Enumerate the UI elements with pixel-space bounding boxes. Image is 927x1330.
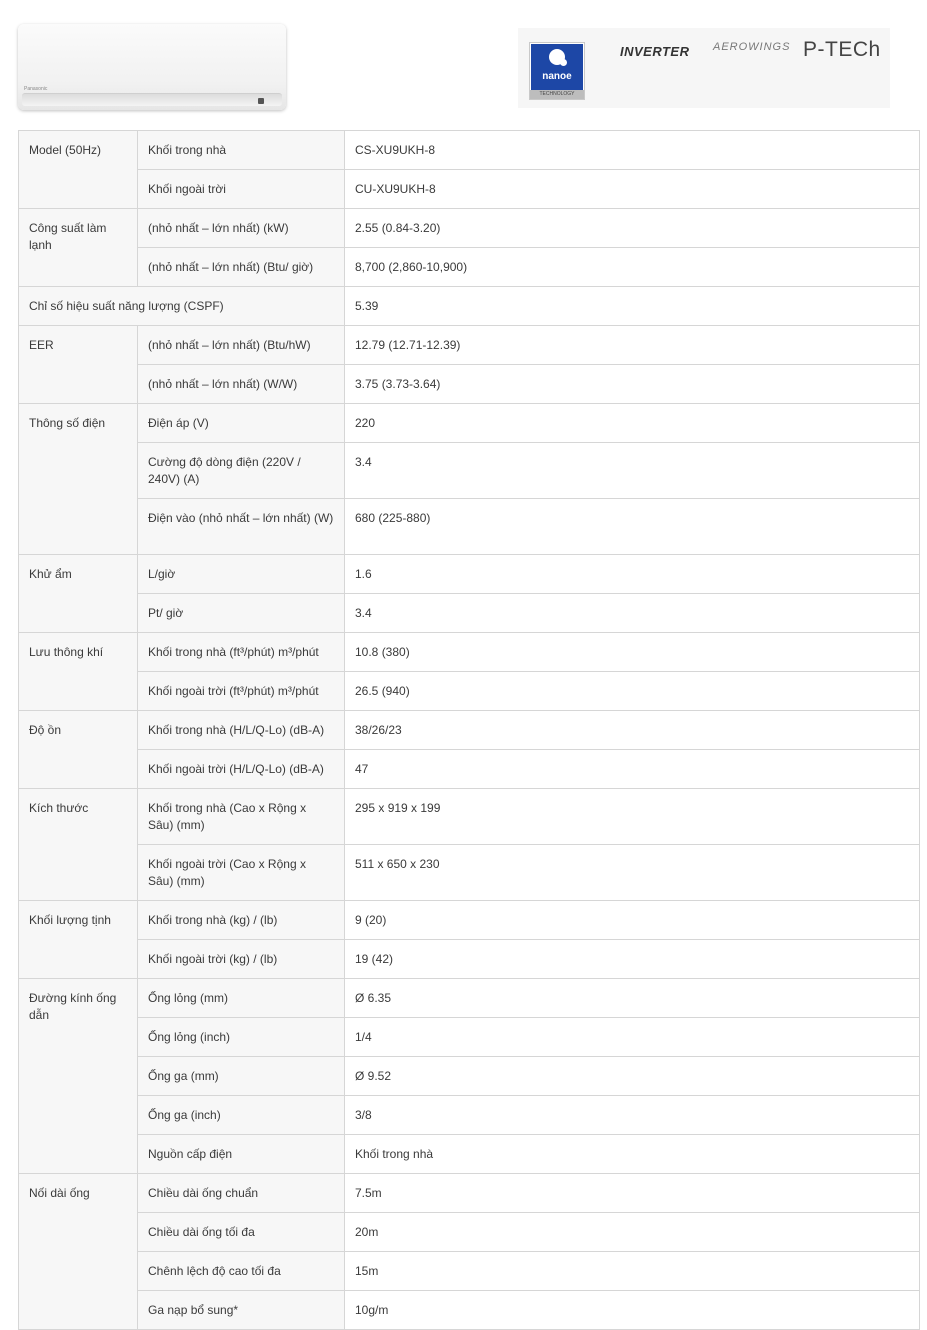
spec-group-label: Nối dài ống xyxy=(19,1174,138,1330)
table-row xyxy=(19,845,920,901)
spec-sub-label: Khối ngoài trời (Cao x Rộng x Sâu) (mm) xyxy=(138,845,345,901)
spec-value: 1.6 xyxy=(345,555,920,594)
table-row xyxy=(19,209,920,248)
spec-group-label: Thông số điện xyxy=(19,404,138,555)
spec-group-label: Khối lượng tịnh xyxy=(19,901,138,979)
spec-value: CU-XU9UKH-8 xyxy=(345,170,920,209)
spec-value: 3/8 xyxy=(345,1096,920,1135)
spec-value: 3.75 (3.73-3.64) xyxy=(345,365,920,404)
table-row xyxy=(19,940,920,979)
spec-group-label: Lưu thông khí xyxy=(19,633,138,711)
spec-value: 5.39 xyxy=(345,287,920,326)
spec-value: Khối trong nhà xyxy=(345,1135,920,1174)
spec-sub-label: Khối ngoài trời xyxy=(138,170,345,209)
table-row xyxy=(19,594,920,633)
spec-sub-label: (nhỏ nhất – lớn nhất) (Btu/hW) xyxy=(138,326,345,365)
spec-sub-label: Chiều dài ống tối đa xyxy=(138,1213,345,1252)
spec-sub-label: Cường độ dòng điện (220V / 240V) (A) xyxy=(138,443,345,499)
table-row xyxy=(19,1135,920,1174)
spec-sub-label: Khối ngoài trời (ft³/phút) m³/phút xyxy=(138,672,345,711)
spec-value: 3.4 xyxy=(345,594,920,633)
table-row xyxy=(19,170,920,209)
spec-sub-label: (nhỏ nhất – lớn nhất) (Btu/ giờ) xyxy=(138,248,345,287)
spec-value: 15m xyxy=(345,1252,920,1291)
spec-sub-label: Khối trong nhà xyxy=(138,131,345,170)
table-row xyxy=(19,443,920,499)
spec-sub-label: Khối trong nhà (Cao x Rộng x Sâu) (mm) xyxy=(138,789,345,845)
spec-group-label: Model (50Hz) xyxy=(19,131,138,209)
spec-value: 8,700 (2,860-10,900) xyxy=(345,248,920,287)
table-row xyxy=(19,633,920,672)
aerowings-logo: AEROWINGS xyxy=(713,41,791,53)
nanoe-logo: nanoe TECHNOLOGY xyxy=(529,42,585,100)
spec-group-label: Khử ẩm xyxy=(19,555,138,633)
table-row xyxy=(19,326,920,365)
spec-sub-label: Khối trong nhà (ft³/phút) m³/phút xyxy=(138,633,345,672)
spec-sub-label: Pt/ giờ xyxy=(138,594,345,633)
spec-group-label: Kích thước xyxy=(19,789,138,901)
spec-value: Ø 9.52 xyxy=(345,1057,920,1096)
spec-sub-label: Điện vào (nhỏ nhất – lớn nhất) (W) xyxy=(138,499,345,555)
table-row xyxy=(19,555,920,594)
table-row xyxy=(19,1018,920,1057)
table-row xyxy=(19,131,920,170)
spec-value: 7.5m xyxy=(345,1174,920,1213)
spec-value: 9 (20) xyxy=(345,901,920,940)
spec-value: 26.5 (940) xyxy=(345,672,920,711)
spec-value: 511 x 650 x 230 xyxy=(345,845,920,901)
spec-sub-label: (nhỏ nhất – lớn nhất) (W/W) xyxy=(138,365,345,404)
table-row xyxy=(19,499,920,555)
spec-sub-label: L/giờ xyxy=(138,555,345,594)
table-row xyxy=(19,1213,920,1252)
table-row xyxy=(19,404,920,443)
spec-sub-label: Ống ga (mm) xyxy=(138,1057,345,1096)
table-row xyxy=(19,750,920,789)
spec-sub-label: Khối ngoài trời (H/L/Q-Lo) (dB-A) xyxy=(138,750,345,789)
table-row xyxy=(19,365,920,404)
table-row xyxy=(19,287,920,326)
spec-value: CS-XU9UKH-8 xyxy=(345,131,920,170)
spec-group-label: Công suất làm lạnh xyxy=(19,209,138,287)
spec-group-label: Đường kính ống dẫn xyxy=(19,979,138,1174)
spec-value: 10g/m xyxy=(345,1291,920,1330)
spec-value: 47 xyxy=(345,750,920,789)
spec-value: 19 (42) xyxy=(345,940,920,979)
spec-group-label: EER xyxy=(19,326,138,404)
table-row xyxy=(19,789,920,845)
specification-table xyxy=(18,130,920,1330)
air-conditioner-image xyxy=(18,24,286,110)
table-row xyxy=(19,248,920,287)
spec-value: 10.8 (380) xyxy=(345,633,920,672)
spec-group-label: Chỉ số hiệu suất năng lượng (CSPF) xyxy=(19,287,345,326)
spec-group-label: Độ ồn xyxy=(19,711,138,789)
table-row xyxy=(19,1096,920,1135)
spec-value: 680 (225-880) xyxy=(345,499,920,555)
spec-sub-label: Khối ngoài trời (kg) / (lb) xyxy=(138,940,345,979)
table-row xyxy=(19,979,920,1018)
inverter-logo: INVERTER xyxy=(620,44,690,59)
table-row xyxy=(19,1252,920,1291)
table-row xyxy=(19,1174,920,1213)
header xyxy=(0,0,927,125)
spec-sub-label: Ống lỏng (inch) xyxy=(138,1018,345,1057)
spec-value: 295 x 919 x 199 xyxy=(345,789,920,845)
spec-sub-label: Ống ga (inch) xyxy=(138,1096,345,1135)
spec-sub-label: Khối trong nhà (kg) / (lb) xyxy=(138,901,345,940)
spec-sub-label: Nguồn cấp điện xyxy=(138,1135,345,1174)
spec-sub-label: Khối trong nhà (H/L/Q-Lo) (dB-A) xyxy=(138,711,345,750)
table-row xyxy=(19,711,920,750)
table-row xyxy=(19,1291,920,1330)
spec-value: 12.79 (12.71-12.39) xyxy=(345,326,920,365)
spec-value: Ø 6.35 xyxy=(345,979,920,1018)
spec-value: 20m xyxy=(345,1213,920,1252)
air-vent xyxy=(22,93,282,106)
spec-sub-label: (nhỏ nhất – lớn nhất) (kW) xyxy=(138,209,345,248)
product-brand-text: Panasonic xyxy=(24,86,48,92)
ptech-logo: P-TECh xyxy=(803,38,881,61)
spec-sub-label: Ga nạp bổ sung* xyxy=(138,1291,345,1330)
spec-value: 1/4 xyxy=(345,1018,920,1057)
spec-value: 220 xyxy=(345,404,920,443)
spec-sub-label: Chênh lệch độ cao tối đa xyxy=(138,1252,345,1291)
indicator-led xyxy=(258,98,264,104)
spec-sub-label: Ống lỏng (mm) xyxy=(138,979,345,1018)
spec-value: 38/26/23 xyxy=(345,711,920,750)
spec-value: 2.55 (0.84-3.20) xyxy=(345,209,920,248)
table-row xyxy=(19,672,920,711)
table-row xyxy=(19,901,920,940)
spec-sub-label: Điện áp (V) xyxy=(138,404,345,443)
spec-sub-label: Chiều dài ống chuẩn xyxy=(138,1174,345,1213)
table-row xyxy=(19,1057,920,1096)
spec-value: 3.4 xyxy=(345,443,920,499)
